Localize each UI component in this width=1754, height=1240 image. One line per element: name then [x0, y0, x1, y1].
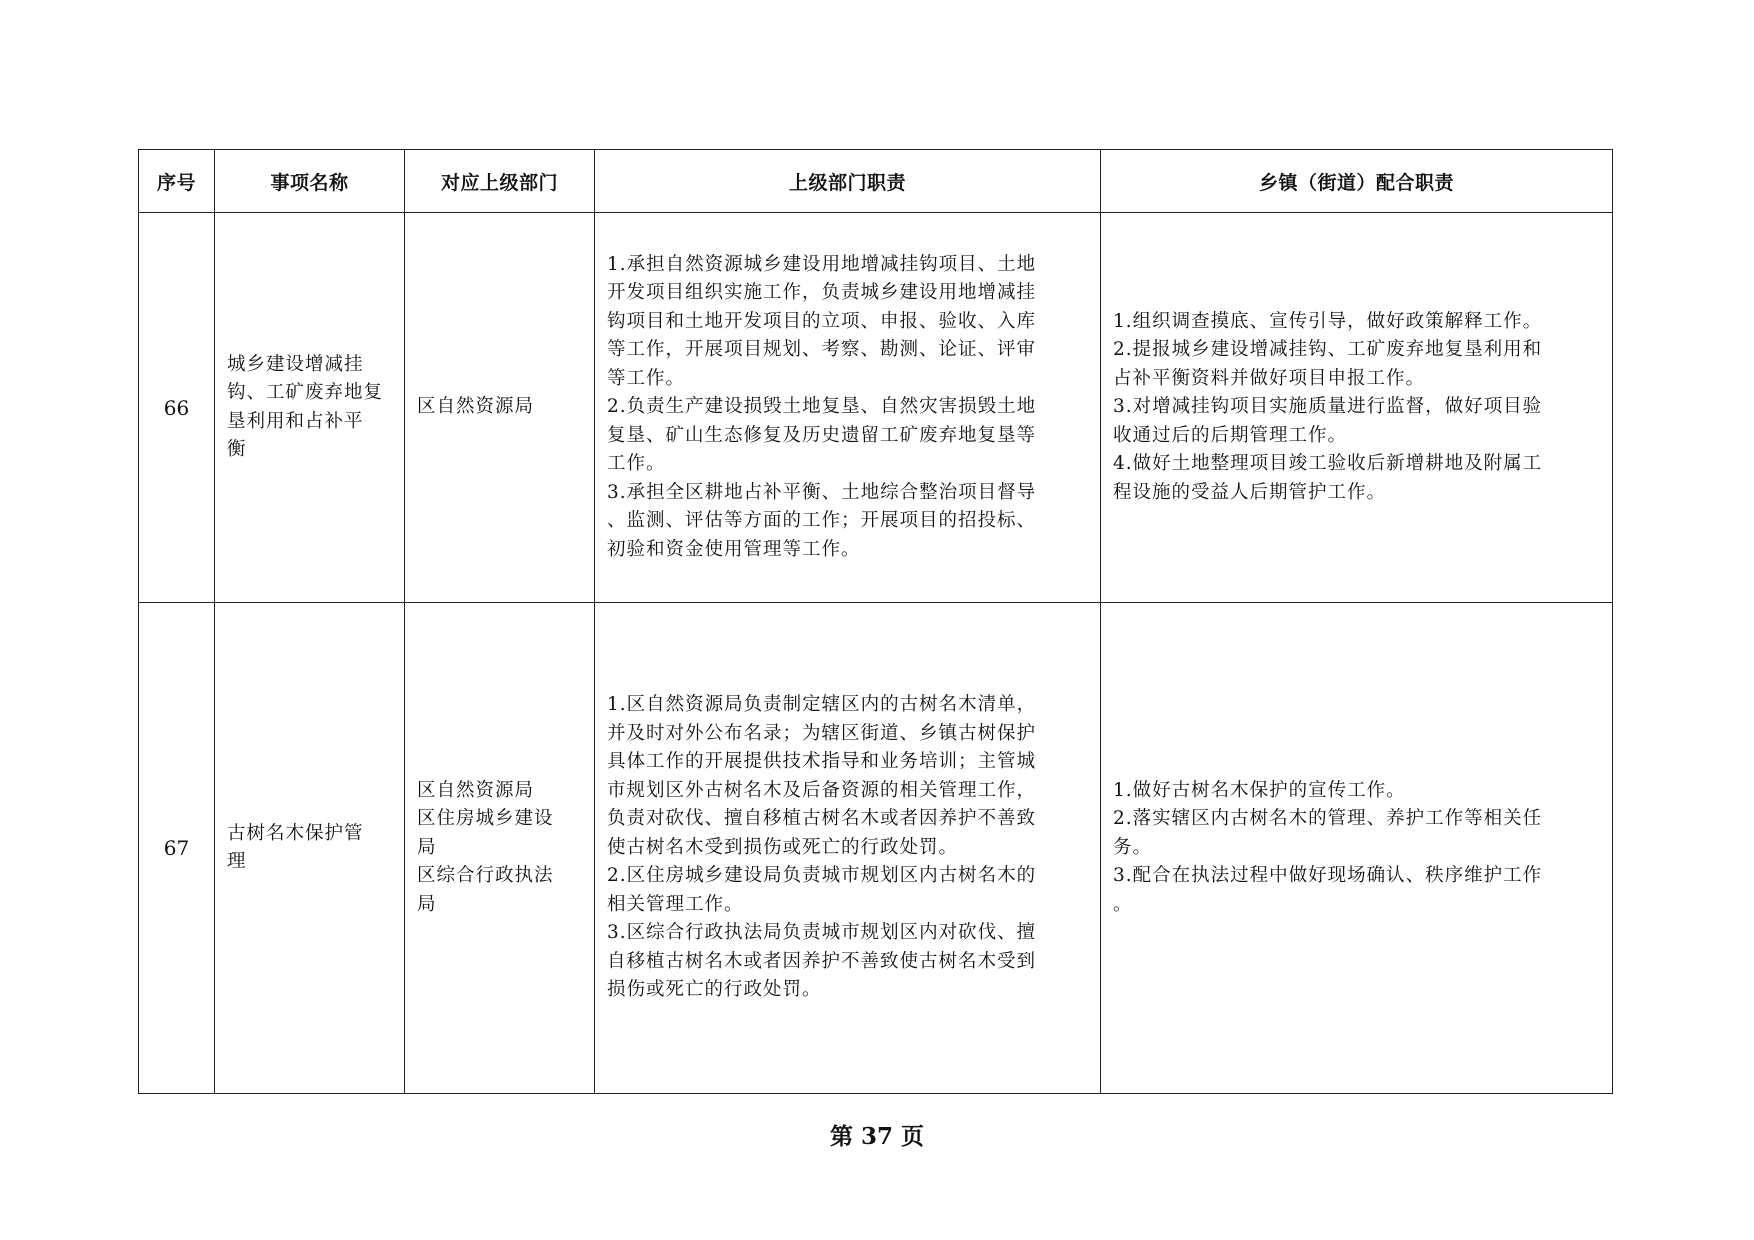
cell-text-line: 开发项目组织实施工作，负责城乡建设用地增减挂 — [607, 282, 1037, 304]
cell-text-line: 区自然资源局 — [417, 779, 535, 801]
cell-text-line: 1.承担自然资源城乡建设用地增减挂钩项目、土地 — [607, 253, 1037, 275]
cell-text-line: 城乡建设增减挂 — [227, 353, 364, 375]
cell-text-line: 钩项目和土地开发项目的立项、申报、验收、入库 — [607, 310, 1037, 332]
page-number: 第 37 页 — [829, 1123, 925, 1150]
cell-item-name — [215, 603, 405, 1094]
cell-text-line: 收通过后的后期管理工作。 — [1113, 424, 1348, 446]
cell-seq: 67 — [139, 603, 215, 1094]
cell-text-line: 等工作。 — [607, 367, 686, 389]
cell-text-line: 。 — [1113, 893, 1133, 915]
cell-text-line: 局 — [417, 836, 437, 858]
cell-text-line: 1.组织调查摸底、宣传引导，做好政策解释工作。 — [1113, 310, 1543, 332]
cell-superior-dept — [405, 603, 595, 1094]
cell-seq: 66 — [139, 213, 215, 603]
cell-text-line: 1.区自然资源局负责制定辖区内的古树名木清单， — [607, 694, 1037, 716]
cell-superior-duty — [595, 603, 1101, 1094]
cell-text-line: 2.提报城乡建设增减挂钩、工矿废弃地复垦利用和 — [1113, 339, 1543, 361]
header-item-name: 事项名称 — [215, 150, 405, 213]
cell-text-line: 区综合行政执法 — [417, 865, 554, 887]
cell-text-line: 4.做好土地整理项目竣工验收后新增耕地及附属工 — [1113, 453, 1543, 475]
cell-superior-dept — [405, 213, 595, 603]
cell-text-line: 负责对砍伐、擅自移植古树名木或者因养护不善致 — [607, 808, 1037, 830]
cell-text-line: 2.落实辖区内古树名木的管理、养护工作等相关任 — [1113, 808, 1543, 830]
cell-text-line: 区住房城乡建设 — [417, 808, 554, 830]
cell-item-name — [215, 213, 405, 603]
cell-text-line: 区自然资源局 — [417, 396, 535, 418]
table-row — [139, 603, 1613, 1094]
cell-township-duty — [1101, 213, 1613, 603]
cell-text-line: 并及时对外公布名录；为辖区街道、乡镇古树保护 — [607, 722, 1037, 744]
cell-text-line: 占补平衡资料并做好项目申报工作。 — [1113, 367, 1426, 389]
cell-text-line: 务。 — [1113, 836, 1153, 858]
header-seq: 序号 — [139, 150, 215, 213]
cell-text-line: 工作。 — [607, 453, 666, 475]
cell-text-line: 市规划区外古树名木及后备资源的相关管理工作， — [607, 779, 1037, 801]
cell-text-line: 古树名木保护管 — [227, 822, 364, 844]
cell-superior-duty — [595, 213, 1101, 603]
cell-text-line: 3.区综合行政执法局负责城市规划区内对砍伐、擅 — [607, 922, 1037, 944]
cell-text-line: 等工作，开展项目规划、考察、勘测、论证、评审 — [607, 339, 1037, 361]
cell-text-line: 自移植古树名木或者因养护不善致使古树名木受到 — [607, 950, 1037, 972]
cell-text-line: 程设施的受益人后期管护工作。 — [1113, 481, 1387, 503]
cell-text-line: 具体工作的开展提供技术指导和业务培训；主管城 — [607, 751, 1037, 773]
cell-text-line: 衡 — [227, 439, 247, 460]
duty-table — [138, 149, 1613, 1094]
cell-text-line: 使古树名木受到损伤或死亡的行政处罚。 — [607, 836, 959, 858]
cell-text-line: 相关管理工作。 — [607, 893, 744, 915]
cell-text-line: 3.对增减挂钩项目实施质量进行监督，做好项目验 — [1113, 396, 1543, 418]
cell-township-duty — [1101, 603, 1613, 1094]
table-header-row — [139, 150, 1613, 213]
cell-text-line: 局 — [417, 893, 437, 915]
cell-text-line: 2.负责生产建设损毁土地复垦、自然灾害损毁土地 — [607, 396, 1037, 418]
cell-text-line: 钩、工矿废弃地复 — [227, 382, 384, 403]
header-township-duty: 乡镇（街道）配合职责 — [1101, 150, 1613, 213]
cell-text-line: 垦利用和占补平 — [227, 410, 364, 432]
cell-text-line: 1.做好古树名木保护的宣传工作。 — [1113, 779, 1406, 801]
header-superior-duty: 上级部门职责 — [595, 150, 1101, 213]
cell-text-line: 、监测、评估等方面的工作；开展项目的招投标、 — [607, 510, 1037, 532]
header-superior-dept: 对应上级部门 — [405, 150, 595, 213]
table-row — [139, 213, 1613, 603]
cell-text-line: 3.配合在执法过程中做好现场确认、秩序维护工作 — [1113, 865, 1543, 887]
cell-text-line: 2.区住房城乡建设局负责城市规划区内古树名木的 — [607, 865, 1037, 887]
cell-text-line: 复垦、矿山生态修复及历史遗留工矿废弃地复垦等 — [607, 424, 1037, 446]
cell-text-line: 损伤或死亡的行政处罚。 — [607, 979, 822, 1001]
cell-text-line: 理 — [227, 851, 247, 872]
cell-text-line: 初验和资金使用管理等工作。 — [607, 538, 861, 560]
cell-text-line: 3.承担全区耕地占补平衡、土地综合整治项目督导 — [607, 481, 1037, 503]
